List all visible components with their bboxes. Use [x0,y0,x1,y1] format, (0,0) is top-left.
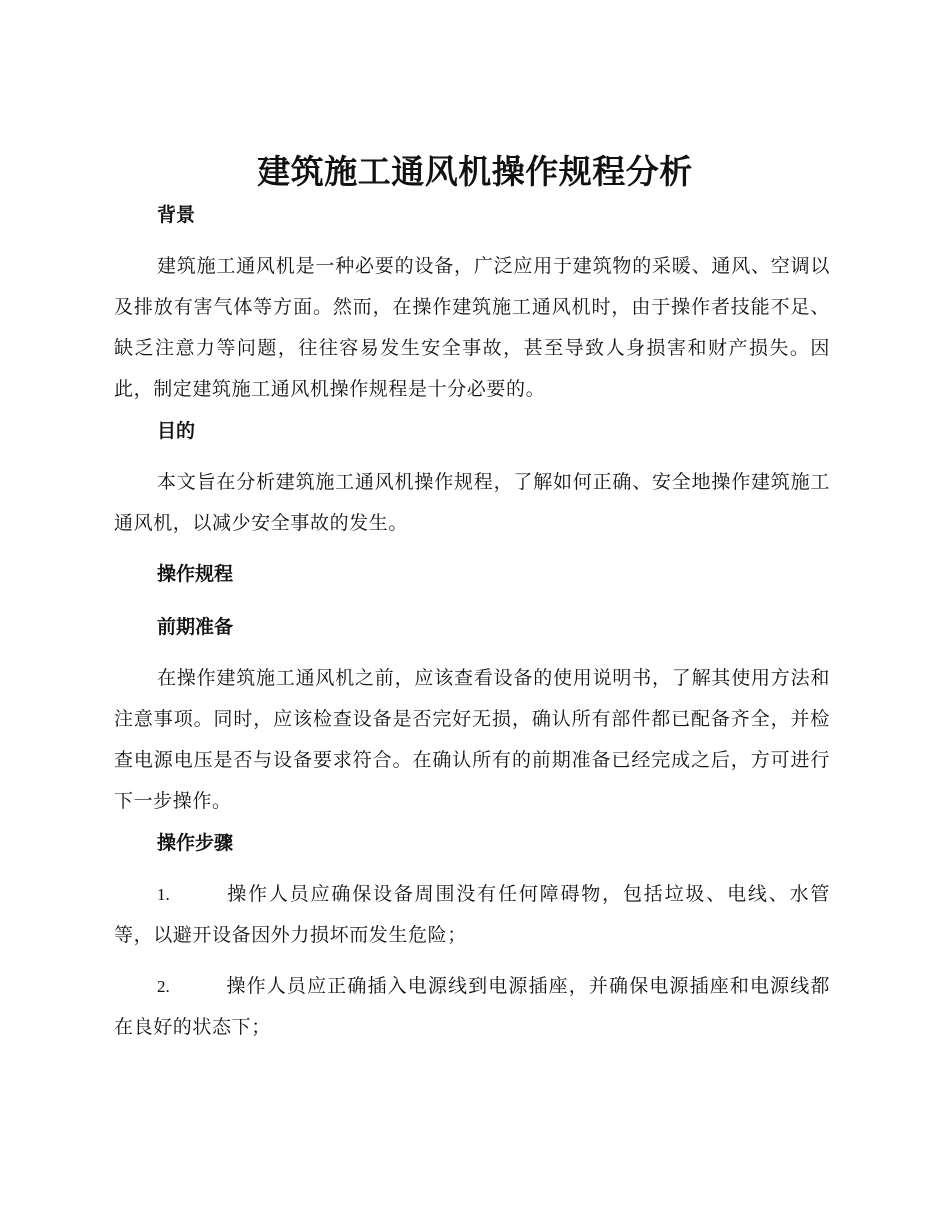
section-heading-steps: 操作步骤 [157,832,234,854]
list-item [114,874,830,956]
preparation-paragraph: 在操作建筑施工通风机之前，应该查看设备的使用说明书，了解其使用方法和注意事项。同时，应该检查设备是否完好无损，确认所有部件都已配备齐全，并检查电源电压是否与设备要求符合。在确认所有的前期准备已经完成之后，方可进行下一步操作。 [114,667,830,812]
section-heading-purpose: 目的 [157,420,196,442]
section-heading-procedure: 操作规程 [157,563,234,585]
list-item-text: 操作人员应正确插入电源线到电源插座，并确保电源插座和电源线都在良好的状态下； [114,975,830,1038]
list-item-number: 2. [157,977,170,996]
purpose-paragraph: 本文旨在分析建筑施工通风机操作规程，了解如何正确、安全地操作建筑施工通风机，以减少安全事故的发生。 [114,471,830,534]
page-title: 建筑施工通风机操作规程分析 [257,152,693,191]
background-paragraph: 建筑施工通风机是一种必要的设备，广泛应用于建筑物的采暖、通风、空调以及排放有害气体等方面。然而，在操作建筑施工通风机时，由于操作者技能不足、缺乏注意力等问题，往往容易发生安全事故，甚至导致人身损害和财产损失。因此，制定建筑施工通风机操作规程是十分必要的。 [114,255,830,400]
list-item-number: 1. [157,885,170,904]
list-item [114,966,830,1048]
section-heading-preparation: 前期准备 [157,616,234,638]
list-item-text: 操作人员应确保设备周围没有任何障碍物，包括垃圾、电线、水管等，以避开设备因外力损坏而发生危险； [114,883,830,946]
section-heading-background: 背景 [157,204,196,226]
